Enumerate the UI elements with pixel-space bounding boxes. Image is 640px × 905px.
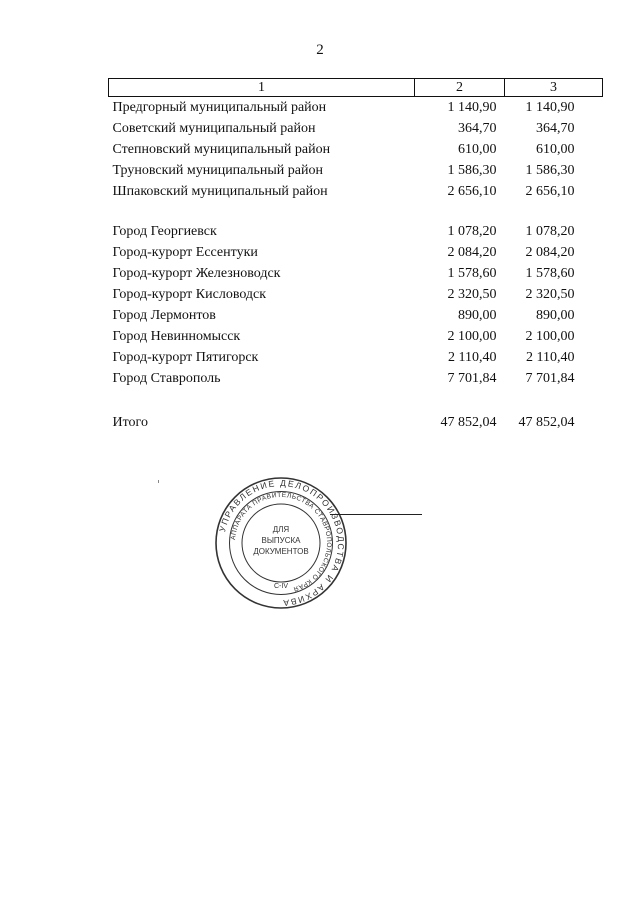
group-spacer xyxy=(109,202,603,221)
group-spacer xyxy=(109,389,603,412)
row-name: Город Ставрополь xyxy=(112,371,221,386)
row-name: Город-курорт Ессентуки xyxy=(112,245,258,260)
total-row xyxy=(109,412,603,433)
row-value-col-2: 2 084,20 xyxy=(447,245,497,260)
row-name: Советский муниципальный район xyxy=(112,121,316,136)
header-col-2: 2 xyxy=(415,79,505,97)
row-value-col-3: 1 578,60 xyxy=(525,266,575,281)
row-value-col-3: 610,00 xyxy=(536,142,575,157)
signature-line xyxy=(330,514,422,515)
table-row xyxy=(109,97,603,119)
row-value-col-2: 2 100,00 xyxy=(447,329,497,344)
table-row xyxy=(109,221,603,242)
official-stamp xyxy=(214,476,348,610)
row-value-col-2: 364,70 xyxy=(458,121,497,136)
row-value-col-3: 890,00 xyxy=(536,308,575,323)
row-value-col-2: 2 656,10 xyxy=(447,184,497,199)
stamp-center-line-2: ВЫПУСКА xyxy=(261,536,301,545)
row-value-col-3: 1 140,90 xyxy=(525,100,575,115)
table-row xyxy=(109,139,603,160)
row-value-col-2: 1 586,30 xyxy=(447,163,497,178)
row-name: Предгорный муниципальный район xyxy=(112,100,327,115)
table-row xyxy=(109,368,603,389)
row-value-col-3: 364,70 xyxy=(536,121,575,136)
row-value-col-2: 7 701,84 xyxy=(447,371,497,386)
table-row xyxy=(109,305,603,326)
table-row xyxy=(109,181,603,202)
row-value-col-2: 1 578,60 xyxy=(447,266,497,281)
row-value-col-3: 2 084,20 xyxy=(525,245,575,260)
stamp-inner-ring-text: АППАРАТА ПРАВИТЕЛЬСТВА СТАВРОПОЛЬСКОГО КРАЯ xyxy=(230,491,333,593)
row-value-col-2: 610,00 xyxy=(458,142,497,157)
row-name: Город Невинномысск xyxy=(112,329,241,344)
table-row xyxy=(109,160,603,181)
row-value-col-3: 2 656,10 xyxy=(525,184,575,199)
row-name: Город Георгиевск xyxy=(112,224,217,239)
stamp-code: С-IV xyxy=(274,583,288,590)
stamp-center-line-1: ДЛЯ xyxy=(272,525,290,534)
row-value-col-3: 2 100,00 xyxy=(525,329,575,344)
table-header-row xyxy=(109,79,603,97)
table-row xyxy=(109,263,603,284)
row-value-col-2: 890,00 xyxy=(458,308,497,323)
table-row xyxy=(109,242,603,263)
scan-speck xyxy=(158,480,159,483)
row-value-col-3: 1 078,20 xyxy=(525,224,575,239)
row-value-col-2: 1 078,20 xyxy=(447,224,497,239)
header-col-3: 3 xyxy=(505,79,603,97)
table-row xyxy=(109,284,603,305)
row-value-col-2: 2 110,40 xyxy=(448,350,497,365)
table-row xyxy=(109,326,603,347)
total-label: Итого xyxy=(112,415,148,430)
row-name: Шпаковский муниципальный район xyxy=(112,184,328,199)
row-value-col-3: 2 110,40 xyxy=(526,350,575,365)
header-col-1: 1 xyxy=(109,79,415,97)
allocation-table xyxy=(108,78,603,433)
page-number: 2 xyxy=(316,42,324,58)
table-row xyxy=(109,347,603,368)
row-name: Город-курорт Пятигорск xyxy=(112,350,259,365)
stamp-center-line-3: ДОКУМЕНТОВ xyxy=(253,547,309,556)
row-value-col-2: 2 320,50 xyxy=(447,287,497,302)
row-name: Степновский муниципальный район xyxy=(112,142,331,157)
row-value-col-3: 1 586,30 xyxy=(525,163,575,178)
row-name: Город-курорт Железноводск xyxy=(112,266,281,281)
row-name: Город-курорт Кисловодск xyxy=(112,287,267,302)
row-name: Город Лермонтов xyxy=(112,308,216,323)
total-value-col-2: 47 852,04 xyxy=(440,415,497,430)
row-value-col-3: 7 701,84 xyxy=(525,371,575,386)
row-value-col-3: 2 320,50 xyxy=(525,287,575,302)
stamp-outer-text: УПРАВЛЕНИЕ ДЕЛОПРОИЗВОДСТВА И АРХИВА xyxy=(217,477,347,609)
row-name: Труновский муниципальный район xyxy=(112,163,323,178)
row-value-col-2: 1 140,90 xyxy=(447,100,497,115)
table-row xyxy=(109,118,603,139)
total-value-col-3: 47 852,04 xyxy=(518,415,575,430)
